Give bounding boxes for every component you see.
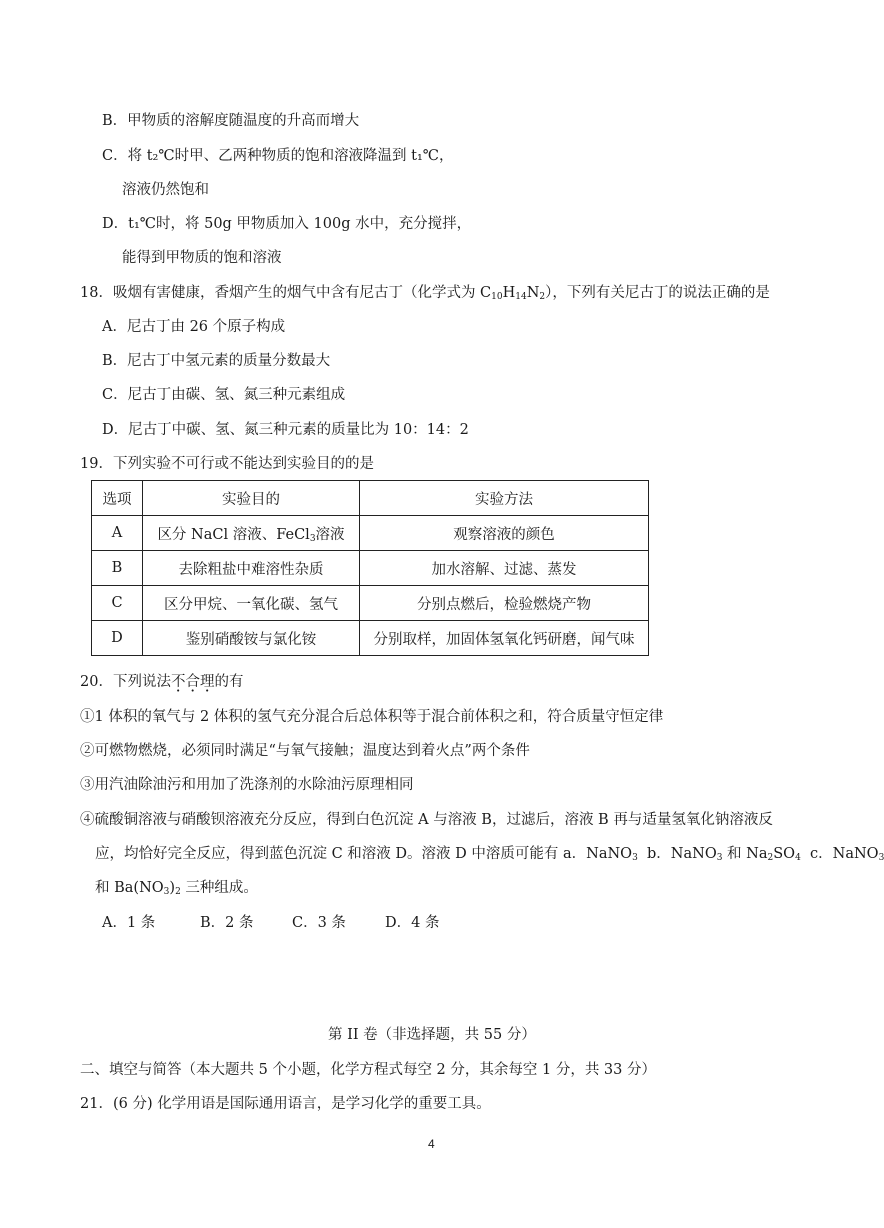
q20-statement-3: ③用汽油除油污和用加了洗涤剂的水除油污原理相同 (80, 777, 414, 793)
q20-statement-4-line1: ④硫酸铜溶液与硝酸钡溶液充分反应，得到白色沉淀 A 与溶液 B，过滤后，溶液 B 再与适量氢氧化钠溶液反 (80, 812, 773, 828)
row-method: 观察溶液的颜色 (360, 516, 649, 551)
row-method: 分别点燃后，检验燃烧产物 (360, 586, 649, 621)
q20-statement-4-line3: 和 $Ba(NO_3)_2$ 三种组成。 (95, 880, 258, 897)
q17-option-d-line1: D．t₁℃时，将 50g 甲物质加入 100g 水中，充分搅拌， (102, 216, 472, 232)
q17-option-d-line2: 能得到甲物质的饱和溶液 (122, 250, 282, 266)
section-heading: 二、填空与简答（本大题共 5 个小题，化学方程式每空 2 分，其余每空 1 分，共 33 分） (80, 1062, 656, 1078)
row-option: C (92, 586, 143, 621)
table-row (92, 516, 649, 551)
table-row (92, 586, 649, 621)
row-goal: 区分甲烷、一氧化碳、氢气 (143, 586, 360, 621)
part2-title: 第 II 卷（非选择题，共 55 分） (328, 1027, 536, 1043)
page-number: 4 (428, 1137, 435, 1151)
row-goal: 去除粗盐中难溶性杂质 (143, 551, 360, 586)
q20-option-b: B．2 条 (200, 915, 254, 931)
header-option: 选项 (92, 481, 143, 516)
q20-option-c: C．3 条 (292, 915, 346, 931)
q17-option-c-line2: 溶液仍然饱和 (122, 182, 209, 198)
q18-option-b: B．尼古丁中氢元素的质量分数最大 (102, 353, 331, 369)
row-method: 加水溶解、过滤、蒸发 (360, 551, 649, 586)
q19-stem: 19．下列实验不可行或不能达到实验目的的是 (80, 456, 374, 472)
experiment-table (91, 480, 649, 656)
q20-statement-4-line2: 应，均恰好完全反应，得到蓝色沉淀 C 和溶液 D。溶液 D 中溶质可能有 a．NaNO$_3$ b．NaNO$_3$ 和 $Na_2SO_4$ c．NaNO$_3$ (95, 846, 884, 863)
q17-option-c-line1: C．将 t₂℃时甲、乙两种物质的饱和溶液降温到 t₁℃， (102, 148, 454, 164)
row-goal: 鉴别硝酸铵与氯化铵 (143, 621, 360, 656)
q18-option-d: D．尼古丁中碳、氢、氮三种元素的质量比为 10：14：2 (102, 422, 469, 438)
table-row (92, 551, 649, 586)
q20-stem: 20．下列说法不合理的有 (80, 674, 244, 690)
q17-option-b: B．甲物质的溶解度随温度的升高而增大 (102, 113, 360, 129)
q20-statement-2: ②可燃物燃烧，必须同时满足“与氧气接触；温度达到着火点”两个条件 (80, 743, 530, 759)
q20-statement-1: ①1 体积的氧气与 2 体积的氢气充分混合后总体积等于混合前体积之和，符合质量守恒定律 (80, 709, 664, 725)
row-option: B (92, 551, 143, 586)
q20-option-a: A．1 条 (102, 915, 156, 931)
q20-option-d: D．4 条 (385, 915, 440, 931)
q18-option-a: A．尼古丁由 26 个原子构成 (102, 319, 286, 335)
header-method: 实验方法 (360, 481, 649, 516)
header-goal: 实验目的 (143, 481, 360, 516)
q18-option-c: C．尼古丁由碳、氢、氮三种元素组成 (102, 387, 346, 403)
row-option: D (92, 621, 143, 656)
row-option: A (92, 516, 143, 551)
q18-stem: 18．吸烟有害健康，香烟产生的烟气中含有尼古丁（化学式为 $C_{10}H_{14}N_2$），下列有关尼古丁的说法正确的是 (80, 285, 770, 302)
table-row (92, 621, 649, 656)
row-goal: 区分 NaCl 溶液、FeCl$_3$溶液 (143, 516, 360, 551)
row-method: 分别取样，加固体氢氧化钙研磨，闻气味 (360, 621, 649, 656)
q21-stem: 21．(6 分) 化学用语是国际通用语言，是学习化学的重要工具。 (80, 1096, 491, 1112)
table-header-row (92, 481, 649, 516)
